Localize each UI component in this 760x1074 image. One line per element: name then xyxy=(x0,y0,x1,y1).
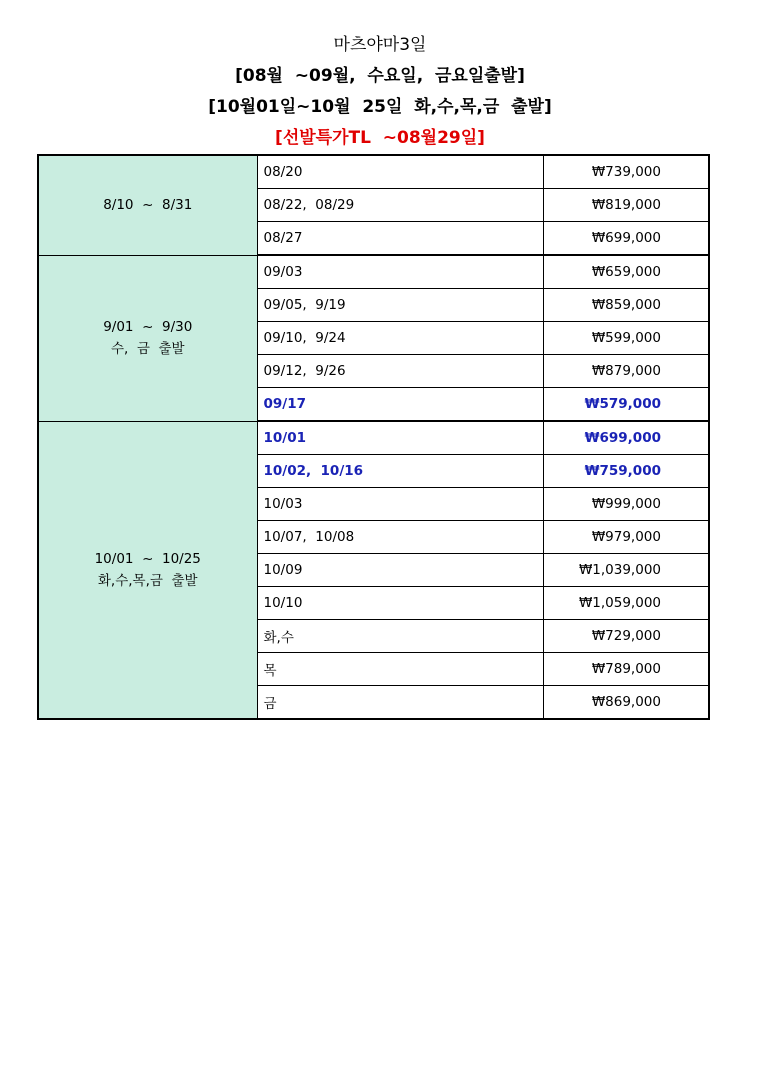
price-cell: ₩1,039,000 xyxy=(543,554,709,587)
departure-date-cell: 08/20 xyxy=(257,155,543,189)
departure-date-cell: 10/01 xyxy=(257,421,543,455)
price-cell: ₩729,000 xyxy=(543,620,709,653)
period-range: 10/01 ~ 10/25 xyxy=(94,550,201,567)
price-cell: ₩869,000 xyxy=(543,686,709,720)
price-cell: ₩789,000 xyxy=(543,653,709,686)
price-cell: ₩999,000 xyxy=(543,488,709,521)
price-cell: ₩739,000 xyxy=(543,155,709,189)
departure-date-cell: 금 xyxy=(257,686,543,720)
departure-date-cell: 08/27 xyxy=(257,222,543,256)
tour-title: 마츠야마3일 xyxy=(333,35,427,55)
departure-date-cell: 화,수 xyxy=(257,620,543,653)
departure-date-cell: 10/10 xyxy=(257,587,543,620)
price-cell: ₩979,000 xyxy=(543,521,709,554)
schedule-line-oct: [10월01일~10월 25일 화,수,목,금 출발] xyxy=(208,97,552,117)
departure-date-cell: 08/22, 08/29 xyxy=(257,189,543,222)
departure-date-cell: 10/02, 10/16 xyxy=(257,455,543,488)
price-table-body xyxy=(38,155,709,719)
price-row xyxy=(38,155,709,189)
period-cell xyxy=(38,421,257,719)
period-range: 9/01 ~ 9/30 xyxy=(103,319,193,335)
departure-date-cell: 목 xyxy=(257,653,543,686)
period-range: 8/10 ~ 8/31 xyxy=(103,197,193,214)
title-block xyxy=(0,30,760,154)
early-bird-deadline: [선발특가TL ~08월29일] xyxy=(275,128,485,148)
price-cell: ₩759,000 xyxy=(543,455,709,488)
departure-date-cell: 09/05, 9/19 xyxy=(257,289,543,322)
departure-date-cell: 09/17 xyxy=(257,388,543,422)
price-cell: ₩599,000 xyxy=(543,322,709,355)
departure-days: 화,수,목,금 출발 xyxy=(97,572,198,589)
price-cell: ₩819,000 xyxy=(543,189,709,222)
departure-days: 수, 금 출발 xyxy=(110,341,185,357)
period-cell xyxy=(38,155,257,255)
period-cell xyxy=(38,255,257,421)
departure-date-cell: 09/12, 9/26 xyxy=(257,355,543,388)
price-cell: ₩1,059,000 xyxy=(543,587,709,620)
price-cell: ₩659,000 xyxy=(543,255,709,289)
price-cell: ₩859,000 xyxy=(543,289,709,322)
schedule-line-aug-sep: [08월 ~09월, 수요일, 금요일출발] xyxy=(235,66,525,86)
departure-date-cell: 09/03 xyxy=(257,255,543,289)
price-table xyxy=(37,154,710,720)
price-cell: ₩579,000 xyxy=(543,388,709,422)
price-row xyxy=(38,421,709,455)
departure-date-cell: 09/10, 9/24 xyxy=(257,322,543,355)
departure-date-cell: 10/07, 10/08 xyxy=(257,521,543,554)
departure-date-cell: 10/03 xyxy=(257,488,543,521)
price-cell: ₩699,000 xyxy=(543,222,709,256)
departure-date-cell: 10/09 xyxy=(257,554,543,587)
price-cell: ₩879,000 xyxy=(543,355,709,388)
price-cell: ₩699,000 xyxy=(543,421,709,455)
price-row xyxy=(38,255,709,289)
